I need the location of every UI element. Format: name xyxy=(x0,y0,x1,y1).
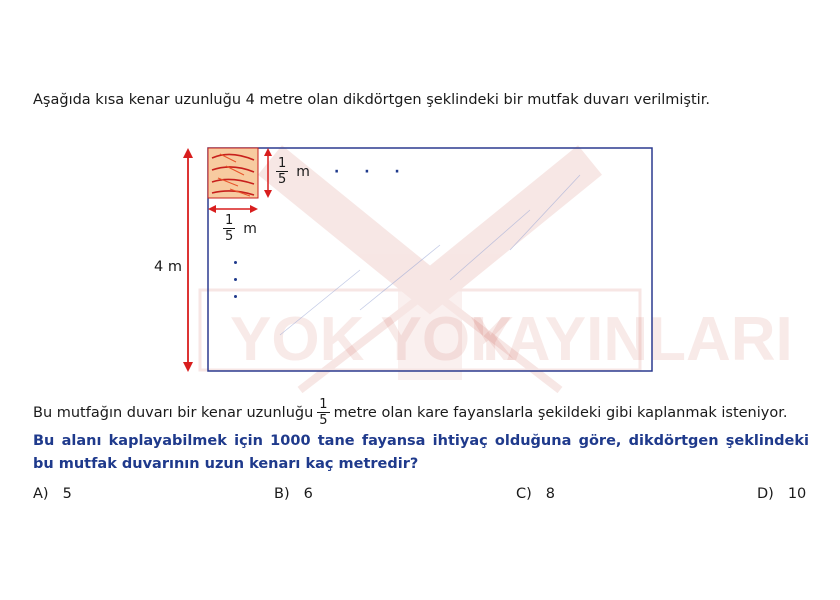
question-text: Bu alanı kaplayabilmek için 1000 tane fayansa ihtiyaç olduğuna göre, dikdörtgen şeklindeki bu mutfak duvarının uzun kenarı kaç metredir? xyxy=(33,433,809,472)
watermark-text-left: YOK YOK xyxy=(230,305,515,374)
tile-width-arrow xyxy=(208,205,258,213)
tile-bottom-measure xyxy=(223,213,257,244)
wall-height-label: 4 m xyxy=(154,259,182,275)
choice-d[interactable]: D) 10 xyxy=(757,486,807,502)
vertical-dot-1 xyxy=(234,261,237,264)
statement-before: Bu mutfağın duvarı bir kenar uzunluğu xyxy=(33,404,314,421)
tile xyxy=(208,148,258,198)
statement-fraction: $\frac{1}{5}$ xyxy=(319,397,328,428)
horizontal-dots: · · · xyxy=(334,164,410,180)
tile-bottom-fraction: $\frac{1}{5}$ xyxy=(225,213,234,244)
choice-b[interactable]: B) 6 xyxy=(274,486,313,502)
tile-top-unit: m xyxy=(296,163,310,180)
tile-top-fraction: $\frac{1}{5}$ xyxy=(278,156,287,187)
vertical-dot-2 xyxy=(234,278,237,281)
tile-bottom-unit: m xyxy=(243,220,257,237)
statement xyxy=(33,397,787,428)
tile-top-measure xyxy=(276,156,310,187)
wall-height-arrow xyxy=(183,148,193,372)
intro-text: Aşağıda kısa kenar uzunluğu 4 metre olan dikdörtgen şeklindeki bir mutfak duvarı verilmiştir. xyxy=(33,92,710,108)
statement-after: metre olan kare fayanslarla şekildeki gibi kaplanmak isteniyor. xyxy=(333,404,788,421)
watermark-text-right: YAYINLARI xyxy=(470,305,793,374)
vertical-dot-3 xyxy=(234,295,237,298)
choice-c[interactable]: C) 8 xyxy=(516,486,556,502)
choice-a[interactable]: A) 5 xyxy=(33,486,72,502)
